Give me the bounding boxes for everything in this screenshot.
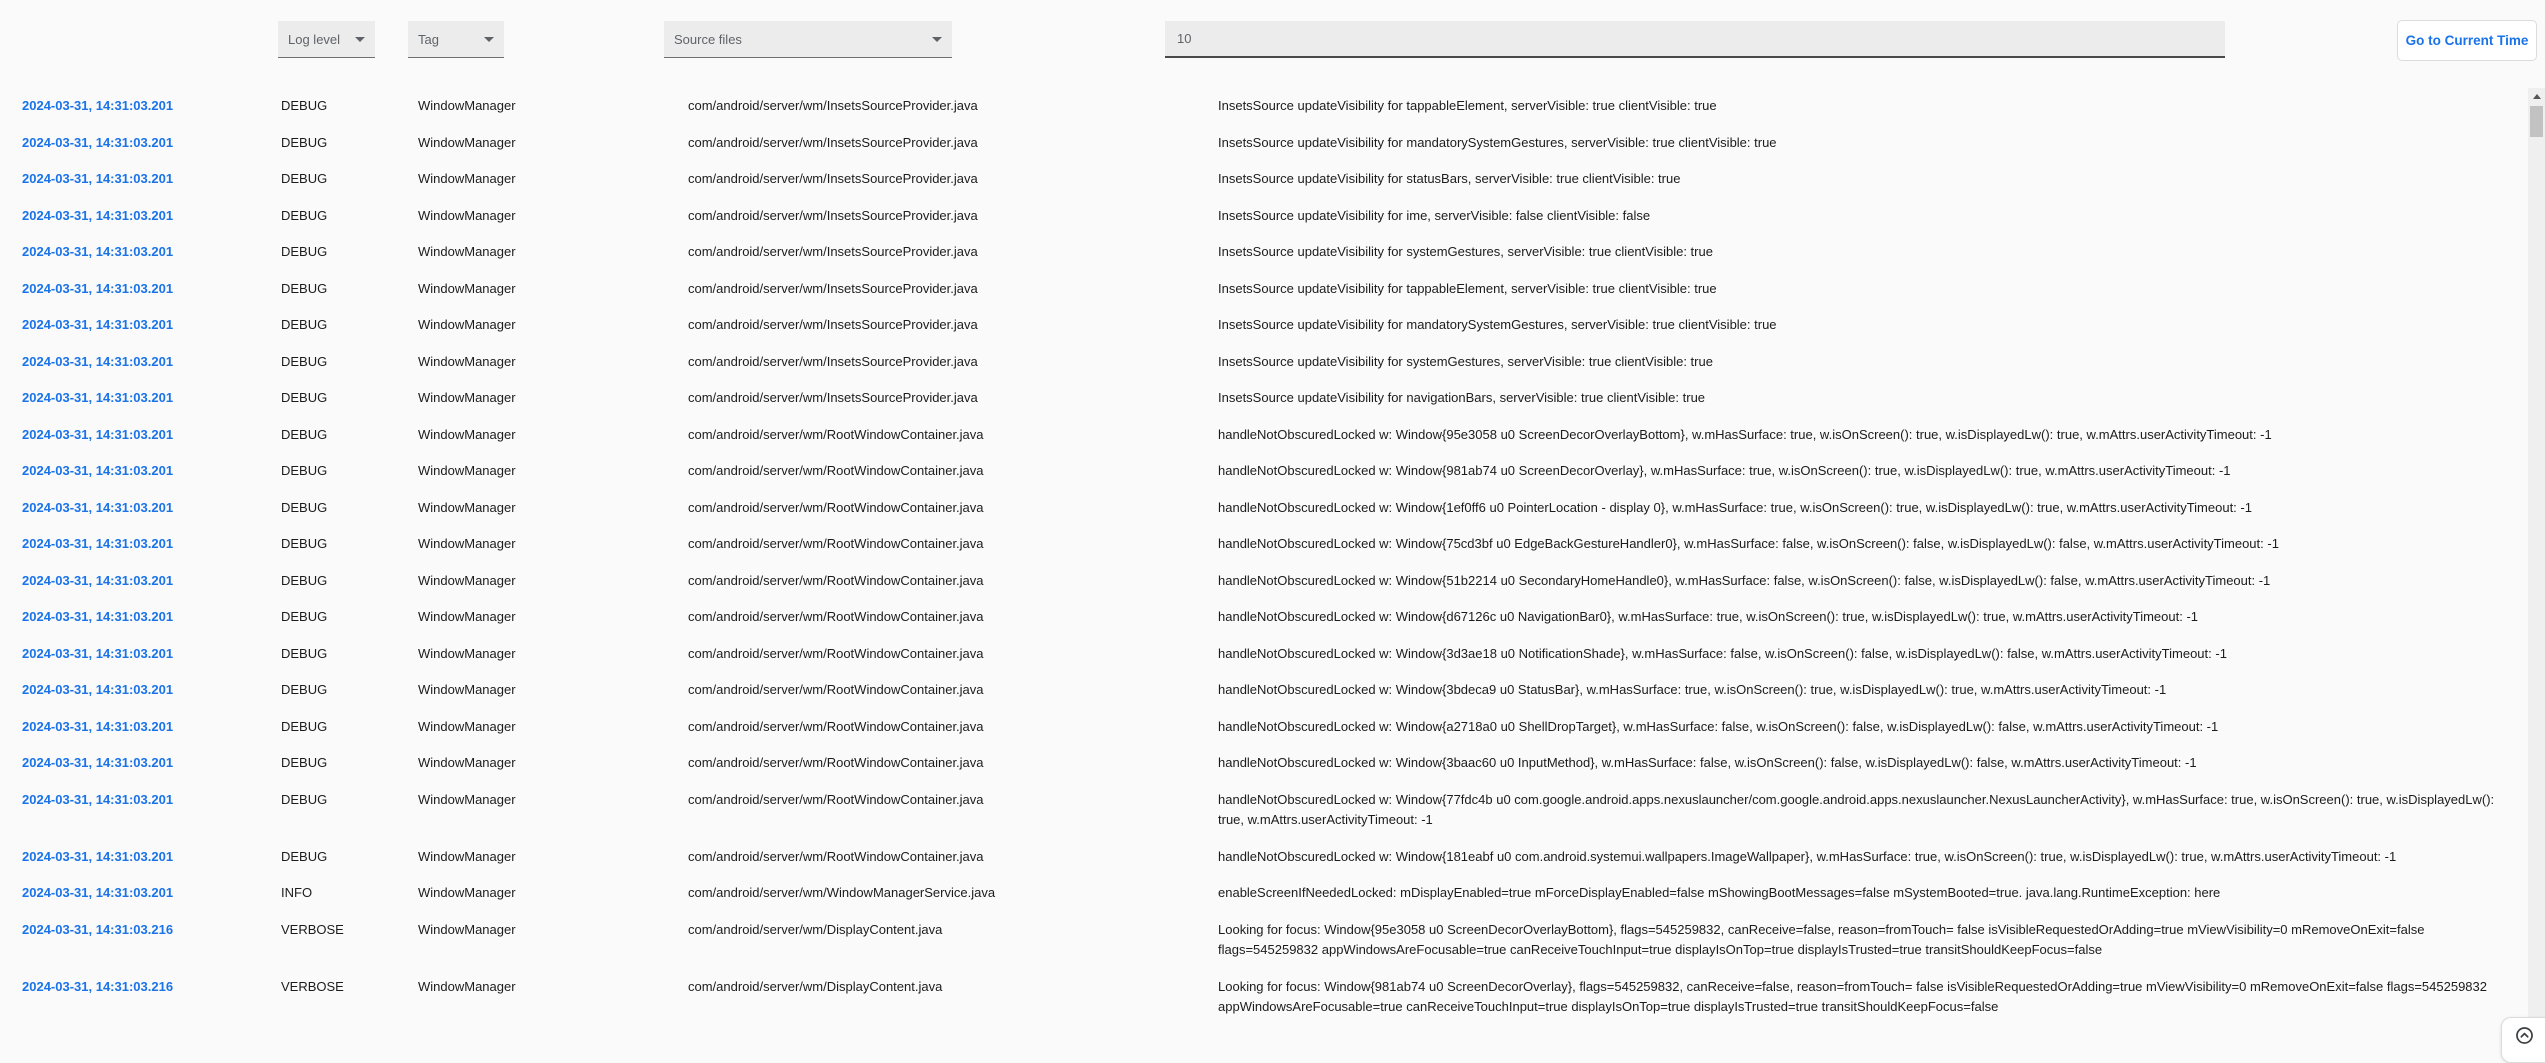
log-tag: WindowManager [418,353,516,369]
log-row[interactable] [0,839,2528,876]
log-level-select[interactable] [278,21,375,58]
arrow-circle-up-icon [2515,1026,2534,1045]
log-tag: WindowManager [418,317,516,332]
log-row[interactable] [0,161,2528,198]
log-level: DEBUG [281,682,328,697]
log-timestamp[interactable]: 2024-03-31, 14:31:03.201 [22,134,174,150]
log-row[interactable] [0,782,2528,839]
log-level: DEBUG [281,171,328,186]
log-tag: WindowManager [418,134,516,150]
log-level: DEBUG [281,426,328,442]
log-source-file: com/android/server/wm/RootWindowContainer.java [688,755,984,770]
log-source-file: com/android/server/wm/RootWindowContainer.java [688,536,984,551]
log-timestamp[interactable]: 2024-03-31, 14:31:03.201 [22,848,174,864]
log-row[interactable] [0,969,2528,1026]
log-message: handleNotObscuredLocked w: Window{77fdc4b u0 com.google.android.apps.nexuslauncher/com.google.android.apps.nexuslauncher.NexusLauncherActivity}, w.mHasSurface: true, w.isOnScreen(): true, w.isDisplayedLw(): true, w.mAttrs.userActivityTimeout: -1 [1218,791,2495,827]
log-timestamp[interactable]: 2024-03-31, 14:31:03.201 [22,353,174,369]
log-tag: WindowManager [418,921,516,937]
log-level: DEBUG [281,536,328,551]
log-timestamp[interactable]: 2024-03-31, 14:31:03.201 [22,207,174,223]
log-message: handleNotObscuredLocked w: Window{3d3ae18 u0 NotificationShade}, w.mHasSurface: false, w.isOnScreen(): false, w.isDisplayedLw(): false, w.mAttrs.userActivityTimeout: -1 [1218,645,2227,661]
log-tag: WindowManager [418,572,516,588]
log-message: InsetsSource updateVisibility for tappableElement, serverVisible: true clientVisible: true [1218,280,1717,296]
chevron-down-icon [484,37,494,42]
log-tag: WindowManager [418,609,516,624]
log-message: InsetsSource updateVisibility for mandatorySystemGestures, serverVisible: true clientVisible: true [1218,134,1777,150]
log-row[interactable] [0,490,2528,527]
log-source-file: com/android/server/wm/RootWindowContainer.java [688,463,984,478]
log-tag: WindowManager [418,536,516,551]
log-source-file: com/android/server/wm/InsetsSourceProvider.java [688,207,978,223]
log-message: InsetsSource updateVisibility for systemGestures, serverVisible: true clientVisible: true [1218,353,1713,369]
log-level: DEBUG [281,755,328,770]
log-source-file: com/android/server/wm/DisplayContent.java [688,921,943,937]
scrollbar-up-button[interactable] [2528,88,2545,105]
log-timestamp[interactable]: 2024-03-31, 14:31:03.201 [22,536,174,551]
log-timestamp[interactable]: 2024-03-31, 14:31:03.201 [22,755,174,770]
log-timestamp[interactable]: 2024-03-31, 14:31:03.201 [22,317,174,332]
log-tag: WindowManager [418,755,516,770]
log-level: DEBUG [281,207,328,223]
log-source-file: com/android/server/wm/RootWindowContainer.java [688,426,984,442]
log-message: InsetsSource updateVisibility for navigationBars, serverVisible: true clientVisible: true [1218,390,1706,405]
log-level: DEBUG [281,718,328,734]
log-level: DEBUG [281,499,328,515]
log-message: InsetsSource updateVisibility for tappableElement, serverVisible: true clientVisible: true [1218,98,1717,113]
tag-select-label: Tag [418,31,439,47]
log-message: Looking for focus: Window{95e3058 u0 ScreenDecorOverlayBottom}, flags=545259832, canReceive=false, reason=fromTouch= false isVisibleRequestedOrAdding=true mViewVisibility=0 mRemoveOnExit=false flags=545259832 appWindowsAreFocusable=true canReceiveTouchInput=true displayIsOnTop=true displayIsTrusted=true transitShouldKeepFocus=false [1218,921,2425,957]
log-message: handleNotObscuredLocked w: Window{181eabf u0 com.android.systemui.wallpapers.ImageWallpaper}, w.mHasSurface: true, w.isOnScreen(): true, w.isDisplayedLw(): true, w.mAttrs.userActivityTimeout: -1 [1218,848,2397,864]
log-row[interactable] [0,636,2528,673]
log-row[interactable] [0,234,2528,271]
scrollbar[interactable] [2528,88,2545,1051]
log-source-file: com/android/server/wm/InsetsSourceProvider.java [688,98,978,113]
log-row[interactable] [0,526,2528,563]
log-timestamp[interactable]: 2024-03-31, 14:31:03.201 [22,499,174,515]
log-timestamp[interactable]: 2024-03-31, 14:31:03.201 [22,791,174,807]
log-message: handleNotObscuredLocked w: Window{981ab74 u0 ScreenDecorOverlay}, w.mHasSurface: true, w.isOnScreen(): true, w.isDisplayedLw(): true, w.mAttrs.userActivityTimeout: -1 [1218,463,2231,478]
log-tag: WindowManager [418,645,516,661]
log-timestamp[interactable]: 2024-03-31, 14:31:03.201 [22,885,174,900]
log-level: DEBUG [281,280,328,296]
log-level: DEBUG [281,390,328,405]
scroll-to-top-button[interactable] [2501,1017,2545,1063]
log-source-file: com/android/server/wm/RootWindowContainer.java [688,572,984,588]
log-row[interactable] [0,307,2528,344]
log-tag: WindowManager [418,280,516,296]
log-level: VERBOSE [281,921,344,937]
log-row[interactable] [0,453,2528,490]
log-source-file: com/android/server/wm/RootWindowContainer.java [688,682,984,697]
log-source-file: com/android/server/wm/RootWindowContainer.java [688,609,984,624]
log-message: handleNotObscuredLocked w: Window{51b2214 u0 SecondaryHomeHandle0}, w.mHasSurface: false, w.isOnScreen(): false, w.isDisplayedLw(): false, w.mAttrs.userActivityTimeout: -1 [1218,572,2271,588]
limit-input[interactable] [1165,21,2225,58]
log-level: VERBOSE [281,978,344,994]
log-row[interactable] [0,912,2528,969]
log-row[interactable] [0,88,2528,125]
log-timestamp[interactable]: 2024-03-31, 14:31:03.201 [22,463,174,478]
log-tag: WindowManager [418,98,516,113]
scroll-up-icon [2533,94,2541,99]
log-level: DEBUG [281,98,328,113]
log-level: DEBUG [281,791,328,807]
log-message: handleNotObscuredLocked w: Window{d67126c u0 NavigationBar0}, w.mHasSurface: true, w.isOnScreen(): true, w.isDisplayedLw(): true, w.mAttrs.userActivityTimeout: -1 [1218,609,2199,624]
log-level: DEBUG [281,244,328,259]
log-message: handleNotObscuredLocked w: Window{3bdeca9 u0 StatusBar}, w.mHasSurface: true, w.isOnScreen(): true, w.isDisplayedLw(): true, w.mAttrs.userActivityTimeout: -1 [1218,682,2167,697]
log-tag: WindowManager [418,885,516,900]
log-level: DEBUG [281,317,328,332]
log-row[interactable] [0,417,2528,454]
chevron-down-icon [355,37,365,42]
log-source-file: com/android/server/wm/WindowManagerService.java [688,885,996,900]
log-tag: WindowManager [418,499,516,515]
log-timestamp[interactable]: 2024-03-31, 14:31:03.201 [22,280,174,296]
log-level: DEBUG [281,609,328,624]
log-level: DEBUG [281,353,328,369]
log-tag: WindowManager [418,718,516,734]
log-row[interactable] [0,125,2528,162]
source-files-select-label: Source files [674,31,742,47]
log-tag: WindowManager [418,244,516,259]
log-tag: WindowManager [418,791,516,807]
log-level: DEBUG [281,134,328,150]
log-tag: WindowManager [418,426,516,442]
log-tag: WindowManager [418,171,516,186]
source-files-select[interactable] [664,21,952,58]
log-timestamp[interactable]: 2024-03-31, 14:31:03.201 [22,426,174,442]
log-level-select-label: Log level [288,31,341,47]
log-row[interactable] [0,198,2528,235]
log-source-file: com/android/server/wm/InsetsSourceProvider.java [688,390,978,405]
log-level: DEBUG [281,463,328,478]
log-message: handleNotObscuredLocked w: Window{95e3058 u0 ScreenDecorOverlayBottom}, w.mHasSurface: true, w.isOnScreen(): true, w.isDisplayedLw(): true, w.mAttrs.userActivityTimeout: -1 [1218,426,2272,442]
log-message: InsetsSource updateVisibility for mandatorySystemGestures, serverVisible: true clientVisible: true [1218,317,1777,332]
log-list [0,88,2528,1026]
log-tag: WindowManager [418,682,516,697]
log-source-file: com/android/server/wm/InsetsSourceProvider.java [688,171,978,186]
log-source-file: com/android/server/wm/InsetsSourceProvider.java [688,317,978,332]
log-message: Looking for focus: Window{981ab74 u0 ScreenDecorOverlay}, flags=545259832, canReceive=false, reason=fromTouch= false isVisibleRequestedOrAdding=true mViewVisibility=0 mRemoveOnExit=false flags=545259832 appWindowsAreFocusable=true canReceiveTouchInput=true displayIsOnTop=true displayIsTrusted=true transitShouldKeepFocus=false [1218,978,2487,1014]
log-source-file: com/android/server/wm/DisplayContent.java [688,978,943,994]
log-timestamp[interactable]: 2024-03-31, 14:31:03.201 [22,171,174,186]
log-source-file: com/android/server/wm/InsetsSourceProvider.java [688,353,978,369]
log-row[interactable] [0,380,2528,417]
log-timestamp[interactable]: 2024-03-31, 14:31:03.201 [22,682,174,697]
log-tag: WindowManager [418,848,516,864]
log-source-file: com/android/server/wm/RootWindowContainer.java [688,718,984,734]
log-timestamp[interactable]: 2024-03-31, 14:31:03.201 [22,244,174,259]
log-row[interactable] [0,745,2528,782]
log-row[interactable] [0,875,2528,912]
log-row[interactable] [0,672,2528,709]
log-source-file: com/android/server/wm/InsetsSourceProvider.java [688,134,978,150]
log-message: handleNotObscuredLocked w: Window{a2718a0 u0 ShellDropTarget}, w.mHasSurface: false, w.isOnScreen(): false, w.isDisplayedLw(): false, w.mAttrs.userActivityTimeout: -1 [1218,718,2219,734]
log-timestamp[interactable]: 2024-03-31, 14:31:03.201 [22,609,174,624]
log-tag: WindowManager [418,978,516,994]
log-tag: WindowManager [418,463,516,478]
log-level: INFO [281,885,313,900]
log-row[interactable] [0,599,2528,636]
log-message: handleNotObscuredLocked w: Window{75cd3bf u0 EdgeBackGestureHandler0}, w.mHasSurface: false, w.isOnScreen(): false, w.isDisplayedLw(): false, w.mAttrs.userActivityTimeout: -1 [1218,536,2279,551]
log-timestamp[interactable]: 2024-03-31, 14:31:03.216 [22,978,174,994]
scrollbar-thumb[interactable] [2530,106,2543,137]
log-message: handleNotObscuredLocked w: Window{1ef0ff6 u0 PointerLocation - display 0}, w.mHasSurface: true, w.isOnScreen(): true, w.isDisplayedLw(): true, w.mAttrs.userActivityTimeout: -1 [1218,499,2252,515]
log-tag: WindowManager [418,207,516,223]
log-message: InsetsSource updateVisibility for ime, serverVisible: false clientVisible: false [1218,207,1651,223]
chevron-down-icon [932,37,942,42]
log-source-file: com/android/server/wm/RootWindowContainer.java [688,645,984,661]
log-source-file: com/android/server/wm/InsetsSourceProvider.java [688,244,978,259]
log-timestamp[interactable]: 2024-03-31, 14:31:03.216 [22,921,174,937]
log-timestamp[interactable]: 2024-03-31, 14:31:03.201 [22,98,174,113]
go-to-current-time-button[interactable]: Go to Current Time [2397,20,2537,61]
log-message: InsetsSource updateVisibility for statusBars, serverVisible: true clientVisible: true [1218,171,1681,186]
log-row[interactable] [0,709,2528,746]
log-timestamp[interactable]: 2024-03-31, 14:31:03.201 [22,572,174,588]
tag-select[interactable] [408,21,504,58]
log-message: InsetsSource updateVisibility for systemGestures, serverVisible: true clientVisible: true [1218,244,1713,259]
log-row[interactable] [0,271,2528,308]
log-timestamp[interactable]: 2024-03-31, 14:31:03.201 [22,718,174,734]
log-source-file: com/android/server/wm/RootWindowContainer.java [688,791,984,807]
log-level: DEBUG [281,848,328,864]
log-tag: WindowManager [418,390,516,405]
log-row[interactable] [0,344,2528,381]
log-source-file: com/android/server/wm/InsetsSourceProvider.java [688,280,978,296]
log-source-file: com/android/server/wm/RootWindowContainer.java [688,499,984,515]
log-source-file: com/android/server/wm/RootWindowContainer.java [688,848,984,864]
log-row[interactable] [0,563,2528,600]
log-message: handleNotObscuredLocked w: Window{3baac60 u0 InputMethod}, w.mHasSurface: false, w.isOnScreen(): false, w.isDisplayedLw(): false, w.mAttrs.userActivityTimeout: -1 [1218,755,2197,770]
log-level: DEBUG [281,645,328,661]
log-timestamp[interactable]: 2024-03-31, 14:31:03.201 [22,645,174,661]
log-level: DEBUG [281,572,328,588]
log-timestamp[interactable]: 2024-03-31, 14:31:03.201 [22,390,174,405]
log-message: enableScreenIfNeededLocked: mDisplayEnabled=true mForceDisplayEnabled=false mShowingBootMessages=false mSystemBooted=true. java.lang.RuntimeException: here [1218,885,2221,900]
